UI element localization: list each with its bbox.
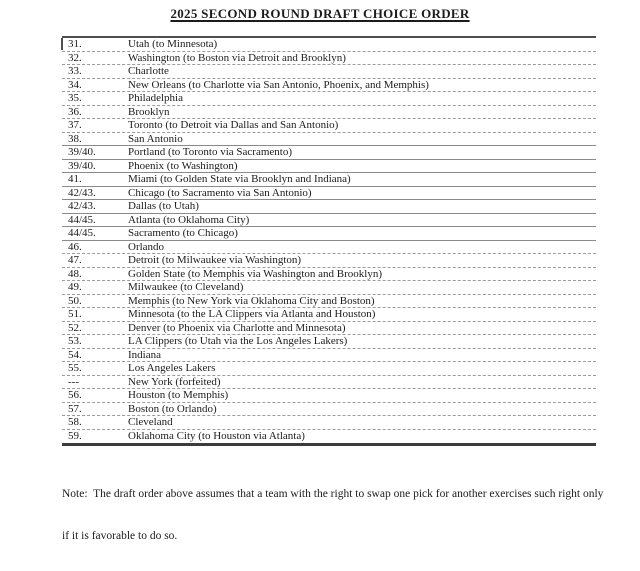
pick-number: 36. xyxy=(68,105,82,118)
table-row xyxy=(62,65,596,79)
pick-team: Cleveland xyxy=(128,416,173,428)
table-left-border-tick xyxy=(61,38,63,50)
pick-number: 31. xyxy=(68,38,82,50)
pick-number: 48. xyxy=(68,267,82,280)
pick-number: 44/45. xyxy=(68,213,96,226)
pick-team: Dallas (to Utah) xyxy=(128,200,199,212)
pick-number: 42/43. xyxy=(68,200,96,212)
table-row xyxy=(62,308,596,322)
draft-order-table xyxy=(62,36,596,446)
pick-team: Portland (to Toronto via Sacramento) xyxy=(128,146,292,158)
pick-team: Golden State (to Memphis via Washington and Brooklyn) xyxy=(128,267,383,280)
pick-team: Indiana xyxy=(128,348,161,361)
table-row xyxy=(62,106,596,120)
pick-number: 57. xyxy=(68,402,82,415)
pick-number: 38. xyxy=(68,132,82,145)
pick-number: 39/40. xyxy=(68,146,96,158)
table-row xyxy=(62,187,596,201)
table-row xyxy=(62,133,596,147)
pick-number: 55. xyxy=(68,362,82,374)
pick-team: Minnesota (to the LA Clippers via Atlanta and Houston) xyxy=(128,308,376,320)
footnote-line-2: if it is favorable to do so. xyxy=(62,530,178,542)
pick-number: 41. xyxy=(68,173,82,185)
table-row xyxy=(62,349,596,363)
pick-number: 33. xyxy=(68,65,82,77)
pick-team: Los Angeles Lakers xyxy=(128,362,216,374)
table-row xyxy=(62,241,596,255)
table-row xyxy=(62,79,596,93)
pick-team: Detroit (to Milwaukee via Washington) xyxy=(128,254,302,266)
pick-team: Sacramento (to Chicago) xyxy=(128,227,238,239)
pick-number: 50. xyxy=(68,294,82,307)
pick-number: 49. xyxy=(68,281,82,293)
table-row xyxy=(62,389,596,403)
pick-team: Atlanta (to Oklahoma City) xyxy=(128,213,250,226)
pick-team: Utah (to Minnesota) xyxy=(128,38,218,50)
pick-number: 59. xyxy=(68,429,82,442)
table-row xyxy=(62,416,596,430)
table-row xyxy=(62,214,596,228)
pick-team: Miami (to Golden State via Brooklyn and Indiana) xyxy=(128,173,351,185)
pick-number: 37. xyxy=(68,119,82,131)
pick-team: New Orleans (to Charlotte via San Antonio, Phoenix, and Memphis) xyxy=(128,78,429,91)
table-row xyxy=(62,92,596,106)
table-row xyxy=(62,119,596,133)
pick-team: Chicago (to Sacramento via San Antonio) xyxy=(128,186,312,199)
table-row xyxy=(62,376,596,390)
pick-number: 44/45. xyxy=(68,227,96,239)
table-row xyxy=(62,160,596,174)
table-row xyxy=(62,322,596,336)
pick-team: Philadelphia xyxy=(128,92,183,104)
pick-team: New York (forfeited) xyxy=(128,375,221,388)
pick-number: 46. xyxy=(68,240,82,253)
pick-team: Memphis (to New York via Oklahoma City and Boston) xyxy=(128,294,375,307)
pick-team: Phoenix (to Washington) xyxy=(128,159,238,172)
table-row xyxy=(62,268,596,282)
table-row xyxy=(62,430,596,444)
pick-team: Brooklyn xyxy=(128,105,170,118)
table-row xyxy=(62,335,596,349)
pick-number: 51. xyxy=(68,308,82,320)
table-row xyxy=(62,52,596,66)
page-title: 2025 SECOND ROUND DRAFT CHOICE ORDER xyxy=(170,6,470,21)
pick-team: Denver (to Phoenix via Charlotte and Minnesota) xyxy=(128,321,346,334)
pick-number: --- xyxy=(68,375,79,388)
table-row xyxy=(62,227,596,241)
pick-team: Washington (to Boston via Detroit and Brooklyn) xyxy=(128,51,346,64)
pick-team: San Antonio xyxy=(128,132,183,145)
pick-number: 42/43. xyxy=(68,186,96,199)
table-row xyxy=(62,403,596,417)
table-row xyxy=(62,362,596,376)
table-row xyxy=(62,200,596,214)
pick-team: Toronto (to Detroit via Dallas and San Antonio) xyxy=(128,119,339,131)
pick-number: 54. xyxy=(68,348,82,361)
pick-number: 58. xyxy=(68,416,82,428)
table-row xyxy=(62,38,596,52)
pick-team: Charlotte xyxy=(128,65,169,77)
draft-table-body xyxy=(62,38,596,443)
pick-number: 56. xyxy=(68,389,82,401)
table-row xyxy=(62,281,596,295)
pick-team: LA Clippers (to Utah via the Los Angeles Lakers) xyxy=(128,335,348,347)
pick-team: Oklahoma City (to Houston via Atlanta) xyxy=(128,429,305,442)
footnote xyxy=(62,459,607,571)
pick-team: Orlando xyxy=(128,240,165,253)
pick-number: 39/40. xyxy=(68,159,96,172)
table-row xyxy=(62,254,596,268)
pick-team: Houston (to Memphis) xyxy=(128,389,229,401)
table-row xyxy=(62,173,596,187)
table-row xyxy=(62,146,596,160)
pick-team: Boston (to Orlando) xyxy=(128,402,217,415)
pick-number: 53. xyxy=(68,335,82,347)
pick-number: 52. xyxy=(68,321,82,334)
pick-number: 35. xyxy=(68,92,82,104)
pick-team: Milwaukee (to Cleveland) xyxy=(128,281,244,293)
pick-number: 32. xyxy=(68,51,82,64)
pick-number: 34. xyxy=(68,78,82,91)
footnote-line-1: Note: The draft order above assumes that a team with the right to swap one pick for another exercises such right only xyxy=(62,488,604,500)
pick-number: 47. xyxy=(68,254,82,266)
table-row xyxy=(62,295,596,309)
